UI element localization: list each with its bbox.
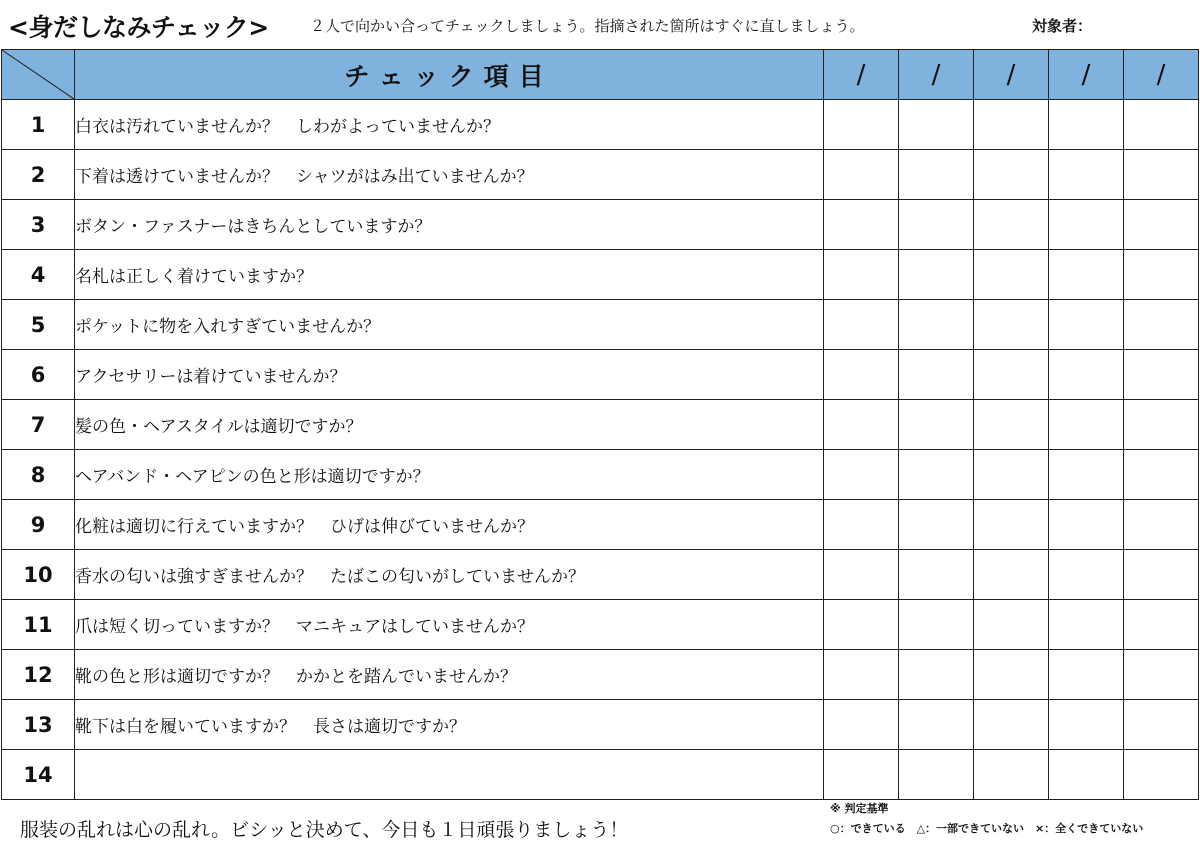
check-cell[interactable] [1049,750,1124,800]
check-cell[interactable] [1049,150,1124,200]
check-cell[interactable] [899,400,974,450]
check-cell[interactable] [824,600,899,650]
row-number: 1 [2,100,75,150]
check-cell[interactable] [1049,700,1124,750]
table-row [2,400,1199,450]
check-cell[interactable] [899,250,974,300]
row-number: 7 [2,400,75,450]
item-header: チェック項目 [75,50,824,100]
table-row [2,100,1199,150]
check-cell[interactable] [1124,700,1199,750]
row-number: 8 [2,450,75,500]
table-row [2,250,1199,300]
check-cell[interactable] [824,400,899,450]
check-item-text: 化粧は適切に行えていますか？ ひげは伸びていませんか？ [75,500,824,550]
check-cell[interactable] [899,450,974,500]
row-number: 5 [2,300,75,350]
check-item-text: 香水の匂いは強すぎませんか？ たばこの匂いがしていませんか？ [75,550,824,600]
table-row [2,150,1199,200]
check-cell[interactable] [899,750,974,800]
target-person-label: 対象者： [1032,17,1093,35]
check-cell[interactable] [899,300,974,350]
date-header[interactable]: / [974,50,1049,100]
document-header [0,0,1200,48]
check-cell[interactable] [824,300,899,350]
check-cell[interactable] [1124,450,1199,500]
table-row [2,700,1199,750]
check-cell[interactable] [899,500,974,550]
check-item-text: 白衣は汚れていませんか？ しわがよっていませんか？ [75,100,824,150]
check-cell[interactable] [1124,250,1199,300]
check-cell[interactable] [1049,200,1124,250]
check-item-text: ポケットに物を入れすぎていませんか？ [75,300,824,350]
check-cell[interactable] [824,650,899,700]
row-number: 12 [2,650,75,700]
check-cell[interactable] [974,750,1049,800]
check-cell[interactable] [974,450,1049,500]
check-item-text: アクセサリーは着けていませんか？ [75,350,824,400]
table-row [2,550,1199,600]
check-cell[interactable] [1124,550,1199,600]
check-cell[interactable] [974,550,1049,600]
check-cell[interactable] [1124,500,1199,550]
check-cell[interactable] [824,200,899,250]
row-number: 6 [2,350,75,400]
check-cell[interactable] [899,350,974,400]
criteria-title: ※ 判定基準 [830,802,889,815]
check-cell[interactable] [1124,600,1199,650]
check-cell[interactable] [974,250,1049,300]
check-cell[interactable] [1049,500,1124,550]
check-item-text: 爪は短く切っていますか？ マニキュアはしていませんか？ [75,600,824,650]
check-cell[interactable] [974,300,1049,350]
checklist-table [1,49,1199,800]
table-row [2,300,1199,350]
check-cell[interactable] [1124,750,1199,800]
date-header[interactable]: / [899,50,974,100]
check-item-text: ヘアバンド・ヘアピンの色と形は適切ですか？ [75,450,824,500]
check-cell[interactable] [824,350,899,400]
criteria-legend: ○：できている △：一部できていない ×：全くできていない [830,822,1144,835]
row-number: 2 [2,150,75,200]
check-cell[interactable] [1049,350,1124,400]
check-cell[interactable] [1124,650,1199,700]
row-number: 3 [2,200,75,250]
table-row [2,650,1199,700]
check-cell[interactable] [824,450,899,500]
check-cell[interactable] [824,500,899,550]
check-cell[interactable] [974,350,1049,400]
check-cell[interactable] [824,100,899,150]
check-item-text: 下着は透けていませんか？ シャツがはみ出ていませんか？ [75,150,824,200]
check-cell[interactable] [974,100,1049,150]
check-item-text: 髪の色・ヘアスタイルは適切ですか？ [75,400,824,450]
check-cell[interactable] [1124,300,1199,350]
date-header[interactable]: / [1124,50,1199,100]
document-title: <身だしなみチェック> [8,13,269,42]
diagonal-line [2,50,74,99]
check-cell[interactable] [899,700,974,750]
check-cell[interactable] [1124,100,1199,150]
row-number: 10 [2,550,75,600]
date-header[interactable]: / [1049,50,1124,100]
check-item-text: 靴の色と形は適切ですか？ かかとを踏んでいませんか？ [75,650,824,700]
check-cell[interactable] [1049,250,1124,300]
check-cell[interactable] [974,700,1049,750]
check-cell[interactable] [824,700,899,750]
check-cell[interactable] [1049,450,1124,500]
check-cell[interactable] [1124,200,1199,250]
table-row [2,350,1199,400]
check-cell[interactable] [974,400,1049,450]
check-cell[interactable] [1049,300,1124,350]
check-cell[interactable] [824,750,899,800]
check-cell[interactable] [1049,550,1124,600]
table-row [2,750,1199,800]
row-number: 9 [2,500,75,550]
check-cell[interactable] [974,500,1049,550]
check-cell[interactable] [899,150,974,200]
table-row [2,200,1199,250]
check-cell[interactable] [1124,350,1199,400]
check-cell[interactable] [899,100,974,150]
check-item-text [75,750,824,800]
check-cell[interactable] [974,150,1049,200]
check-item-text: ボタン・ファスナーはきちんとしていますか？ [75,200,824,250]
row-number: 11 [2,600,75,650]
check-cell[interactable] [974,650,1049,700]
check-item-text: 名札は正しく着けていますか？ [75,250,824,300]
check-cell[interactable] [1049,650,1124,700]
check-cell[interactable] [899,650,974,700]
document-instruction: ２人で向かい合ってチェックしましょう。指摘された箇所はすぐに直しましょう。 [310,17,865,35]
row-number: 13 [2,700,75,750]
check-cell[interactable] [1049,100,1124,150]
check-cell[interactable] [1049,400,1124,450]
footer-message: 服装の乱れは心の乱れ。ビシッと決めて、今日も１日頑張りましょう！ [20,819,629,841]
check-cell[interactable] [824,250,899,300]
check-item-text: 靴下は白を履いていますか？ 長さは適切ですか？ [75,700,824,750]
check-cell[interactable] [899,550,974,600]
check-cell[interactable] [1049,600,1124,650]
table-row [2,600,1199,650]
check-cell[interactable] [1124,400,1199,450]
check-cell[interactable] [824,550,899,600]
check-cell[interactable] [899,200,974,250]
check-cell[interactable] [974,600,1049,650]
check-cell[interactable] [1124,150,1199,200]
row-number: 4 [2,250,75,300]
table-row [2,500,1199,550]
table-row [2,450,1199,500]
row-number: 14 [2,750,75,800]
check-cell[interactable] [824,150,899,200]
header-row [2,50,1199,100]
check-cell[interactable] [899,600,974,650]
date-header[interactable]: / [824,50,899,100]
corner-cell [2,50,75,100]
check-cell[interactable] [974,200,1049,250]
